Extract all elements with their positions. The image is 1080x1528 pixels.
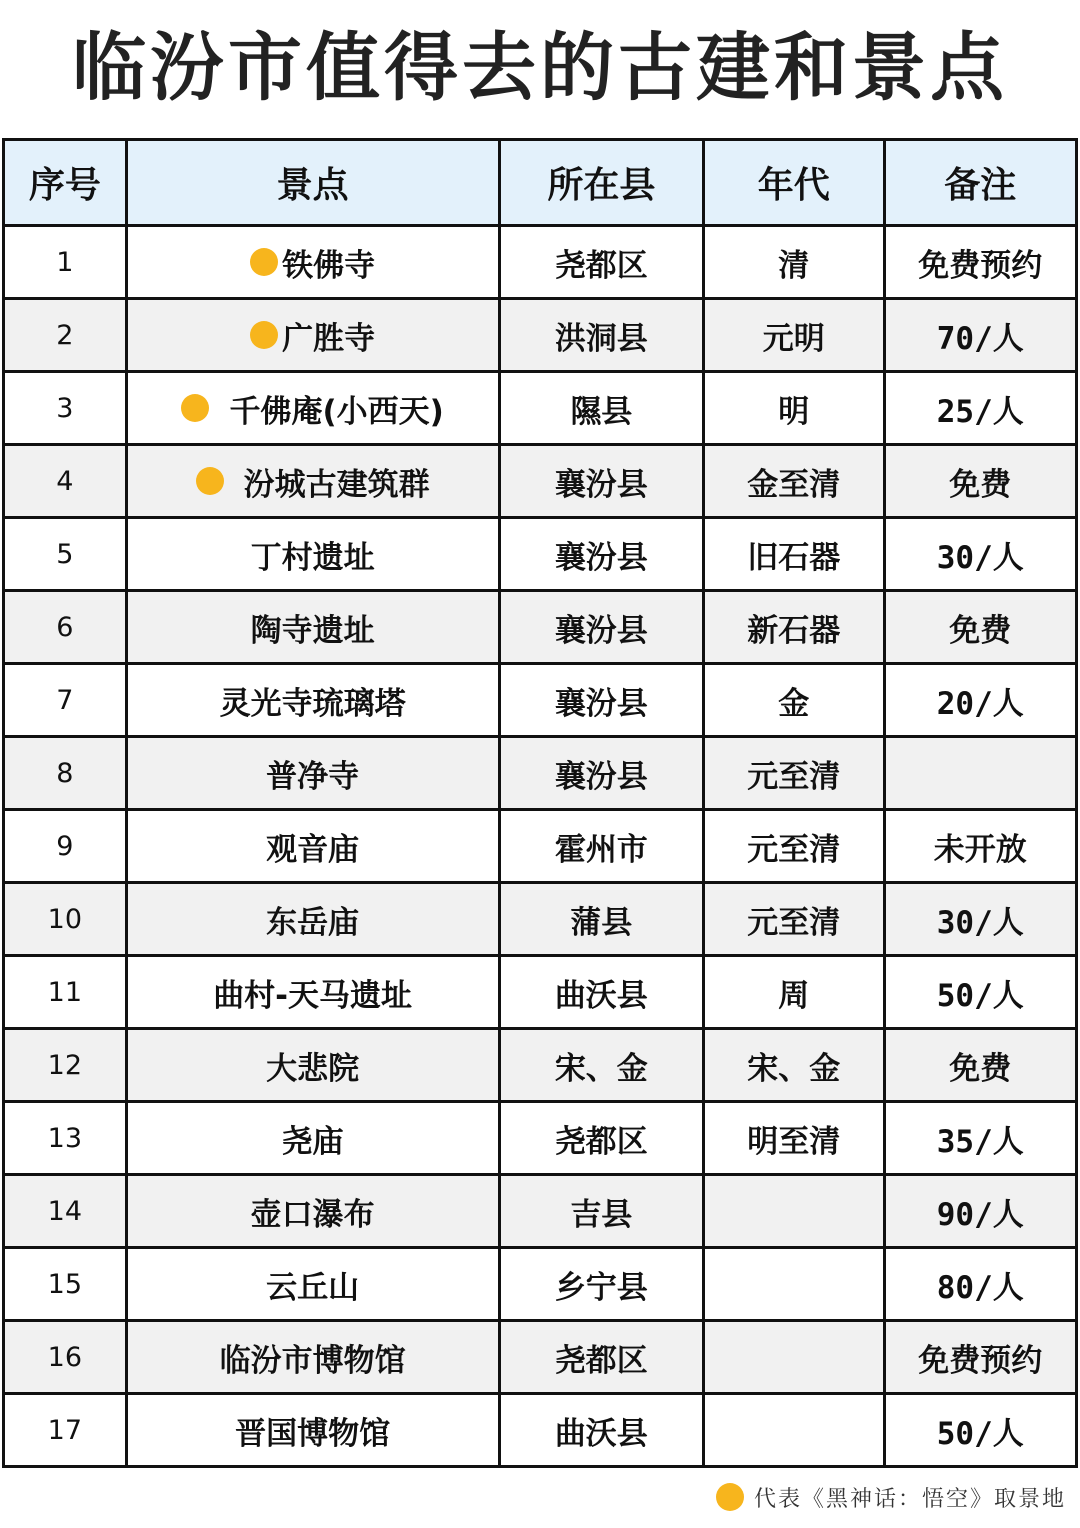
table-row [5, 1322, 1078, 1395]
era-cell: 元至清 [705, 738, 886, 811]
note-cell: 80/人 [886, 1249, 1078, 1322]
row-index: 2 [5, 300, 128, 373]
row-index: 17 [5, 1395, 128, 1468]
note-cell: 25/人 [886, 373, 1078, 446]
attraction-name-cell [128, 1103, 501, 1176]
attraction-name: 观音庙 [266, 831, 360, 868]
county-cell: 洪洞县 [501, 300, 705, 373]
county-cell: 尧都区 [501, 227, 705, 300]
attraction-name-cell [128, 665, 501, 738]
county-cell: 襄汾县 [501, 592, 705, 665]
row-index: 3 [5, 373, 128, 446]
era-cell: 元至清 [705, 884, 886, 957]
attraction-name-cell [128, 1322, 501, 1395]
row-index: 15 [5, 1249, 128, 1322]
note-cell: 70/人 [886, 300, 1078, 373]
row-index: 8 [5, 738, 128, 811]
attraction-name-cell [128, 811, 501, 884]
note-cell: 50/人 [886, 957, 1078, 1030]
attraction-name: 灵光寺琉璃塔 [219, 685, 406, 722]
attraction-name-cell [128, 519, 501, 592]
row-index: 4 [5, 446, 128, 519]
marker-dot-icon [181, 394, 209, 422]
attraction-name-cell [128, 1176, 501, 1249]
table-body [5, 227, 1078, 1468]
attraction-name: 尧庙 [281, 1123, 344, 1160]
attraction-name: 临汾市博物馆 [219, 1342, 406, 1379]
county-cell: 襄汾县 [501, 519, 705, 592]
attraction-name-cell [128, 1030, 501, 1103]
row-index: 1 [5, 227, 128, 300]
table-row [5, 1395, 1078, 1468]
row-index: 7 [5, 665, 128, 738]
county-cell: 蒲县 [501, 884, 705, 957]
table-row [5, 592, 1078, 665]
row-index: 11 [5, 957, 128, 1030]
attraction-name: 铁佛寺 [282, 247, 376, 284]
attraction-name: 普净寺 [266, 758, 360, 795]
attraction-name: 大悲院 [266, 1050, 360, 1087]
legend-text: 代表《黑神话：悟空》取景地 [753, 1486, 1066, 1512]
row-index: 14 [5, 1176, 128, 1249]
attraction-name-cell [128, 738, 501, 811]
marker-dot-icon [250, 321, 278, 349]
attraction-name: 汾城古建筑群 [243, 466, 430, 503]
attraction-name: 丁村遗址 [250, 539, 375, 576]
marker-dot-icon [716, 1483, 744, 1511]
era-cell: 清 [705, 227, 886, 300]
table-row [5, 957, 1078, 1030]
marker-dot-icon [250, 248, 278, 276]
note-cell: 免费预约 [886, 1322, 1078, 1395]
header-era: 年代 [705, 141, 886, 227]
era-cell: 明 [705, 373, 886, 446]
attraction-name-cell [128, 446, 501, 519]
table-row [5, 300, 1078, 373]
attraction-name: 陶寺遗址 [250, 612, 375, 649]
attraction-name-cell [128, 300, 501, 373]
note-cell: 30/人 [886, 519, 1078, 592]
county-cell: 曲沃县 [501, 1395, 705, 1468]
table-row [5, 1103, 1078, 1176]
table-row [5, 373, 1078, 446]
era-cell: 元明 [705, 300, 886, 373]
note-cell: 35/人 [886, 1103, 1078, 1176]
attraction-name: 东岳庙 [266, 904, 360, 941]
legend [716, 1480, 1066, 1514]
era-cell: 旧石器 [705, 519, 886, 592]
note-cell: 免费 [886, 592, 1078, 665]
county-cell: 宋、金 [501, 1030, 705, 1103]
county-cell: 曲沃县 [501, 957, 705, 1030]
header-county: 所在县 [501, 141, 705, 227]
note-cell: 30/人 [886, 884, 1078, 957]
table-row [5, 446, 1078, 519]
marker-dot-icon [196, 467, 224, 495]
era-cell [705, 1322, 886, 1395]
table-row [5, 519, 1078, 592]
row-index: 13 [5, 1103, 128, 1176]
era-cell: 周 [705, 957, 886, 1030]
county-cell: 襄汾县 [501, 446, 705, 519]
county-cell: 尧都区 [501, 1322, 705, 1395]
note-cell [886, 738, 1078, 811]
note-cell: 免费 [886, 1030, 1078, 1103]
row-index: 9 [5, 811, 128, 884]
note-cell: 20/人 [886, 665, 1078, 738]
county-cell: 乡宁县 [501, 1249, 705, 1322]
attraction-name-cell [128, 884, 501, 957]
table-row [5, 1249, 1078, 1322]
attraction-name-cell [128, 957, 501, 1030]
county-cell: 襄汾县 [501, 665, 705, 738]
table-row [5, 665, 1078, 738]
table-row [5, 738, 1078, 811]
era-cell: 明至清 [705, 1103, 886, 1176]
row-index: 5 [5, 519, 128, 592]
county-cell: 吉县 [501, 1176, 705, 1249]
attraction-name: 晋国博物馆 [235, 1415, 391, 1452]
table-row [5, 811, 1078, 884]
row-index: 16 [5, 1322, 128, 1395]
note-cell: 免费预约 [886, 227, 1078, 300]
era-cell: 金至清 [705, 446, 886, 519]
header-index: 序号 [5, 141, 128, 227]
county-cell: 襄汾县 [501, 738, 705, 811]
attraction-name-cell [128, 227, 501, 300]
table-header-row [5, 141, 1078, 227]
era-cell: 金 [705, 665, 886, 738]
table-row [5, 1176, 1078, 1249]
attraction-name: 千佛庵(小西天) [229, 393, 444, 430]
attractions-table [2, 138, 1078, 1468]
era-cell: 宋、金 [705, 1030, 886, 1103]
attraction-name: 云丘山 [266, 1269, 360, 1306]
attraction-name-cell [128, 592, 501, 665]
attraction-name: 广胜寺 [282, 320, 376, 357]
era-cell [705, 1176, 886, 1249]
era-cell [705, 1249, 886, 1322]
attraction-name-cell [128, 1249, 501, 1322]
note-cell: 未开放 [886, 811, 1078, 884]
note-cell: 50/人 [886, 1395, 1078, 1468]
header-note: 备注 [886, 141, 1078, 227]
row-index: 6 [5, 592, 128, 665]
table-row [5, 1030, 1078, 1103]
era-cell [705, 1395, 886, 1468]
attraction-name: 壶口瀑布 [250, 1196, 375, 1233]
county-cell: 尧都区 [501, 1103, 705, 1176]
attraction-name-cell [128, 1395, 501, 1468]
table-row [5, 884, 1078, 957]
county-cell: 霍州市 [501, 811, 705, 884]
attraction-name: 曲村-天马遗址 [213, 977, 413, 1014]
attraction-name-cell [128, 373, 501, 446]
row-index: 10 [5, 884, 128, 957]
table-row [5, 227, 1078, 300]
era-cell: 新石器 [705, 592, 886, 665]
note-cell: 90/人 [886, 1176, 1078, 1249]
era-cell: 元至清 [705, 811, 886, 884]
page-title: 临汾市值得去的古建和景点 [72, 25, 1008, 111]
header-attraction: 景点 [128, 141, 501, 227]
row-index: 12 [5, 1030, 128, 1103]
note-cell: 免费 [886, 446, 1078, 519]
county-cell: 隰县 [501, 373, 705, 446]
